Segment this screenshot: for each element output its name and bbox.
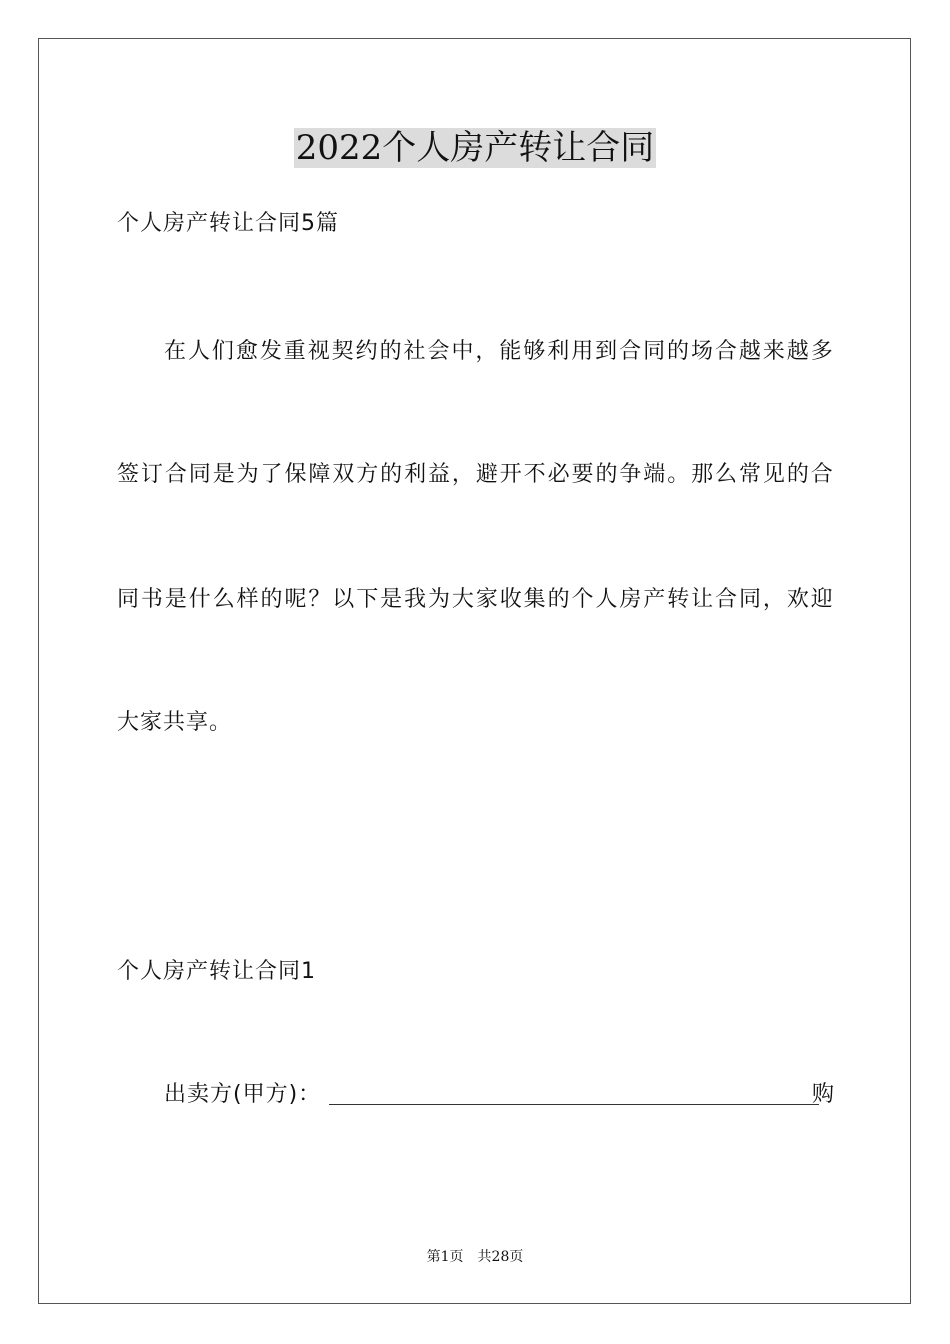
intro-paragraph-line-4: 大家共享。: [117, 710, 233, 735]
seller-blank-line: [329, 1104, 819, 1105]
seller-label: 出卖方(甲方)：: [164, 1082, 322, 1107]
document-title-text: 2022个人房产转让合同: [295, 128, 655, 168]
seller-row: [164, 1080, 834, 1110]
intro-paragraph-line-3: 同 书 是 什 么 样 的 呢 ？ 以 下 是 我 为 大 家 收 集 的 个 人 房 产 转 让 合 同 ， 欢 迎: [117, 587, 834, 612]
intro-paragraph-line-2: 签 订 合 同 是 为 了 保 障 双 方 的 利 益 ， 避 开 不 必 要 的 争 端 。 那 么 常 见 的 合: [117, 462, 834, 487]
page-footer: 第1页 共28页: [426, 1249, 524, 1265]
buyer-label-fragment: 购: [811, 1082, 834, 1107]
document-title: [0, 126, 950, 170]
intro-paragraph-line-1: 在 人 们 愈 发 重 视 契 约 的 社 会 中 ， 能 够 利 用 到 合 同 的 场 合 越 来 越 多: [164, 339, 834, 364]
section-heading: 个人房产转让合同1: [117, 959, 316, 984]
document-subtitle: 个人房产转让合同5篇: [117, 211, 339, 236]
